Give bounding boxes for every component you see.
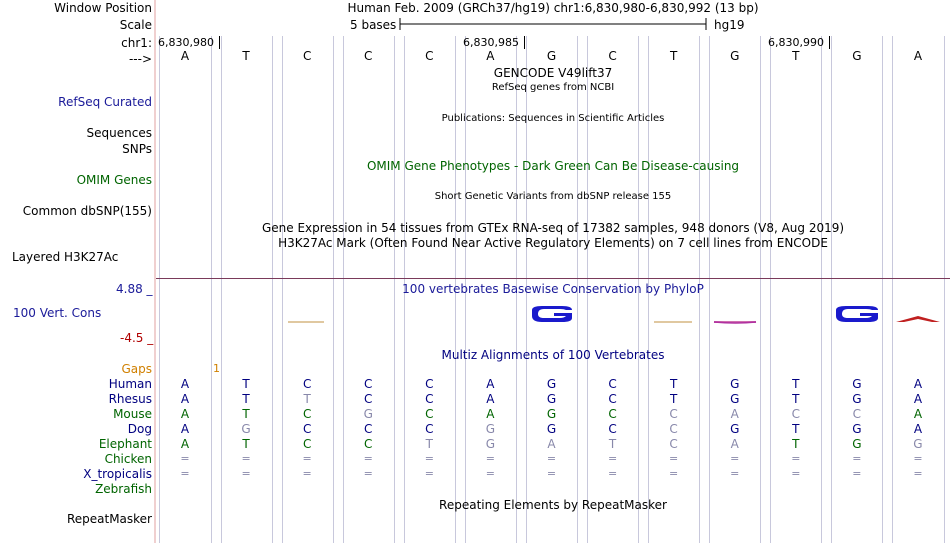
- phylop-title[interactable]: 100 vertebrates Basewise Conservation by PhyloP: [402, 282, 704, 296]
- layered-h3k27ac-label[interactable]: Layered H3K27Ac: [12, 250, 119, 264]
- species-base: C: [302, 377, 312, 391]
- species-base: C: [669, 422, 678, 436]
- species-base: A: [913, 377, 923, 391]
- species-base: A: [180, 422, 190, 436]
- species-base: =: [607, 467, 618, 480]
- species-label-zebrafish[interactable]: Zebrafish: [95, 482, 152, 496]
- species-base: C: [608, 377, 617, 391]
- species-base: =: [241, 452, 251, 465]
- species-base: C: [669, 407, 678, 421]
- species-base: A: [180, 392, 190, 406]
- snps-label[interactable]: SNPs: [122, 142, 152, 156]
- species-base: C: [425, 422, 434, 436]
- species-base: G: [852, 392, 862, 406]
- multiz-title[interactable]: Multiz Alignments of 100 Vertebrates: [441, 348, 665, 362]
- tick-label-3: 6,830,990: [768, 36, 830, 50]
- cons-label[interactable]: 100 Vert. Cons: [13, 306, 102, 320]
- dbsnp-title[interactable]: Short Genetic Variants from dbSNP release 155: [434, 191, 672, 202]
- species-base: =: [730, 467, 740, 480]
- species-base: A: [486, 377, 495, 391]
- repeatmasker-label[interactable]: RepeatMasker: [66, 512, 152, 526]
- publications-title[interactable]: Publications: Sequences in Scientific Articles: [441, 113, 665, 124]
- species-base: T: [669, 377, 678, 391]
- species-base: T: [792, 377, 800, 391]
- species-base: =: [607, 452, 618, 465]
- h3k27ac-title[interactable]: H3K27Ac Mark (Often Found Near Active Regulatory Elements) on 7 cell lines from ENCODE: [278, 236, 828, 250]
- species-base: G: [730, 392, 740, 406]
- tick-label-1: 6,830,980: [158, 36, 220, 50]
- species-base: C: [302, 437, 312, 451]
- species-label-human[interactable]: Human: [108, 377, 152, 391]
- species-base: T: [792, 392, 800, 406]
- phylop-g-glyph-2: [836, 306, 878, 322]
- species-base: T: [303, 392, 311, 406]
- species-base: T: [242, 437, 250, 451]
- species-base: A: [486, 392, 495, 406]
- scale-label: Scale: [119, 18, 152, 32]
- species-label-rhesus[interactable]: Rhesus: [108, 392, 152, 406]
- gtex-title[interactable]: Gene Expression in 54 tissues from GTEx RNA-seq of 17382 samples, 948 donors (V8, Aug 2019): [261, 221, 845, 235]
- species-base: A: [547, 437, 556, 451]
- species-base: =: [546, 452, 557, 465]
- species-base: C: [852, 407, 862, 421]
- species-base: C: [364, 392, 373, 406]
- window-position-value: Human Feb. 2009 (GRCh37/hg19) chr1:6,830,980-6,830,992 (13 bp): [347, 1, 759, 15]
- species-base: =: [546, 467, 557, 480]
- scale-db: hg19: [714, 18, 745, 32]
- base-letter: A: [180, 49, 190, 63]
- species-base: =: [241, 467, 251, 480]
- cons-max-label: 4.88 _: [116, 282, 153, 296]
- repeatmasker-title[interactable]: Repeating Elements by RepeatMasker: [439, 498, 667, 512]
- species-base: =: [485, 452, 495, 465]
- window-position-label: Window Position: [54, 1, 152, 15]
- species-base: C: [669, 437, 678, 451]
- base-letter: T: [242, 49, 250, 63]
- dbsnp-label[interactable]: Common dbSNP(155): [22, 204, 152, 218]
- species-base: =: [424, 467, 434, 480]
- species-label-mouse[interactable]: Mouse: [113, 407, 152, 421]
- species-base: C: [608, 422, 617, 436]
- species-base: G: [852, 377, 862, 391]
- species-base: A: [730, 437, 739, 451]
- species-base: T: [425, 437, 433, 451]
- species-base: =: [791, 467, 801, 480]
- scale-bar: [398, 17, 710, 31]
- base-letter: G: [546, 49, 557, 63]
- species-base: T: [242, 392, 250, 406]
- species-base: A: [913, 407, 923, 421]
- species-base: C: [425, 377, 434, 391]
- species-base: T: [242, 377, 250, 391]
- cons-min-label: -4.5 _: [120, 331, 154, 345]
- species-base: G: [730, 422, 740, 436]
- species-base: G: [363, 407, 373, 421]
- base-letter: G: [852, 49, 862, 63]
- species-base: C: [791, 407, 800, 421]
- species-base: T: [242, 407, 250, 421]
- sequences-label[interactable]: Sequences: [86, 126, 152, 140]
- scale-text: 5 bases: [350, 18, 397, 32]
- species-base: T: [669, 392, 678, 406]
- species-base: =: [913, 452, 923, 465]
- strand-arrow: --->: [128, 52, 152, 66]
- species-base: C: [364, 422, 373, 436]
- species-base: =: [852, 467, 862, 480]
- track-divider: [156, 278, 950, 279]
- base-letter: C: [608, 49, 617, 63]
- species-base: G: [485, 437, 496, 451]
- species-base: C: [425, 407, 434, 421]
- phylop-a-glyph: [896, 316, 940, 322]
- refseq-label[interactable]: RefSeq Curated: [58, 95, 152, 109]
- species-label-elephant[interactable]: Elephant: [98, 437, 152, 451]
- species-base: A: [180, 377, 190, 391]
- species-base: G: [546, 422, 557, 436]
- species-base: =: [485, 467, 495, 480]
- gaps-value: 1: [213, 362, 220, 375]
- species-base: =: [363, 452, 373, 465]
- base-letter: T: [669, 49, 678, 63]
- species-base: =: [302, 452, 312, 465]
- species-base: A: [180, 437, 190, 451]
- species-base: G: [546, 392, 557, 406]
- species-base: =: [730, 452, 740, 465]
- refseq-title[interactable]: RefSeq genes from NCBI: [491, 82, 615, 93]
- species-base: =: [669, 452, 679, 465]
- species-base: =: [180, 467, 190, 480]
- chr-label: chr1:: [121, 36, 152, 50]
- species-base: C: [302, 407, 312, 421]
- species-base: =: [791, 452, 801, 465]
- phylop-graph: [156, 300, 950, 330]
- species-base: G: [241, 422, 251, 436]
- species-base: =: [424, 452, 434, 465]
- species-base: T: [792, 437, 800, 451]
- species-label-dog[interactable]: Dog: [127, 422, 152, 436]
- species-base: A: [486, 407, 495, 421]
- species-base: A: [730, 407, 739, 421]
- base-letter: T: [792, 49, 800, 63]
- species-base: G: [852, 437, 862, 451]
- species-base: =: [363, 467, 373, 480]
- species-base: C: [425, 392, 434, 406]
- species-base: C: [364, 377, 373, 391]
- phylop-g-glyph-1: [532, 306, 572, 322]
- base-letter: C: [302, 49, 312, 63]
- omim-title[interactable]: OMIM Gene Phenotypes - Dark Green Can Be Disease-causing: [366, 159, 740, 173]
- base-letter: C: [364, 49, 373, 63]
- base-letter: A: [486, 49, 495, 63]
- species-base: =: [669, 467, 679, 480]
- species-base: C: [608, 392, 617, 406]
- species-base: C: [302, 422, 312, 436]
- base-letter: G: [730, 49, 740, 63]
- species-base: G: [730, 377, 740, 391]
- species-base: G: [913, 437, 923, 451]
- species-label-chicken[interactable]: Chicken: [104, 452, 152, 466]
- base-letter: A: [913, 49, 923, 63]
- species-base: G: [546, 407, 557, 421]
- species-base: T: [608, 437, 617, 451]
- species-base: G: [546, 377, 557, 391]
- species-base: A: [180, 407, 190, 421]
- species-base: =: [852, 452, 862, 465]
- species-base: =: [180, 452, 190, 465]
- species-base: G: [485, 422, 496, 436]
- species-base: A: [913, 392, 923, 406]
- species-base: =: [913, 467, 923, 480]
- species-base: A: [913, 422, 923, 436]
- species-base: =: [302, 467, 312, 480]
- base-letter: C: [425, 49, 434, 63]
- gencode-title[interactable]: GENCODE V49lift37: [493, 66, 613, 80]
- gaps-label[interactable]: Gaps: [121, 362, 152, 376]
- species-label-x_tropicalis[interactable]: X_tropicalis: [83, 467, 152, 481]
- species-base: G: [852, 422, 862, 436]
- tick-label-2: 6,830,985: [463, 36, 525, 50]
- species-base: C: [364, 437, 373, 451]
- species-base: T: [792, 422, 800, 436]
- species-base: C: [608, 407, 617, 421]
- omim-label[interactable]: OMIM Genes: [76, 173, 152, 187]
